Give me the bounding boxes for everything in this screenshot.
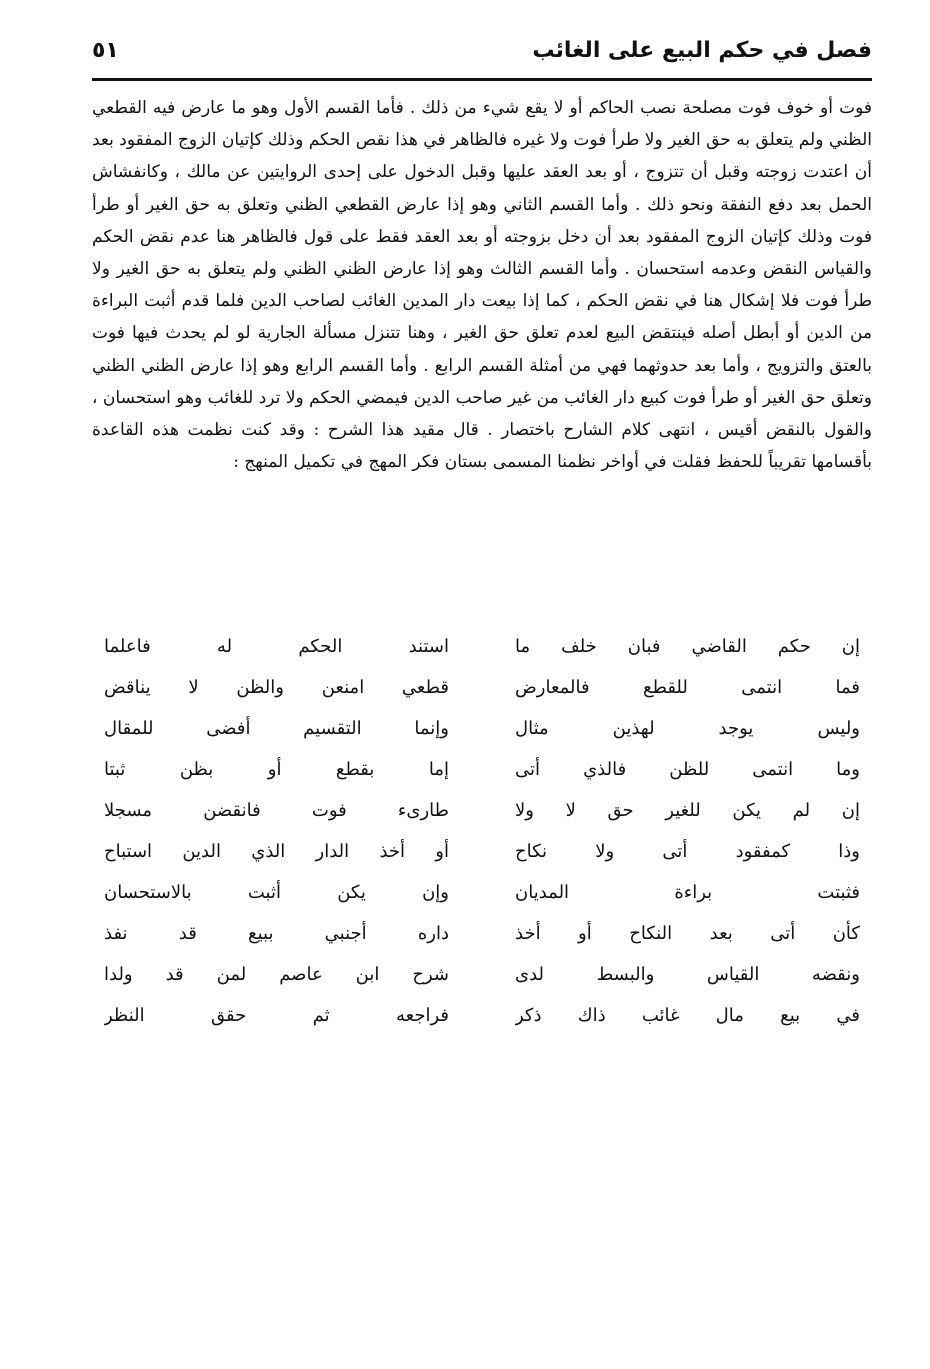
verse-second-hemistich: وإن يكن أثبت بالاستحسان [104, 882, 449, 903]
verse-first-hemistich: إن لم يكن للغير حق لا ولا [515, 800, 860, 821]
verse-first-hemistich: إن حكم القاضي فبان خلف ما [515, 636, 860, 657]
page-header [92, 32, 872, 76]
verse-second-hemistich: فراجعه ثم حقق النظر [104, 1005, 449, 1026]
verse-second-hemistich: طارىء فوت فانقضن مسجلا [104, 800, 449, 821]
verse [92, 872, 872, 914]
verse-second-hemistich: إما بقطع أو بظن ثبتا [104, 759, 449, 780]
verse-first-hemistich: كأن أتى بعد النكاح أو أخذ [515, 923, 860, 944]
verse-second-hemistich: وإنما التقسيم أفضى للمقال [104, 718, 449, 739]
verse-first-hemistich: فثبتت براءة المديان [515, 882, 860, 903]
verse [92, 954, 872, 996]
verse-first-hemistich: وليس يوجد لهذين مثال [515, 718, 860, 739]
verse [92, 749, 872, 791]
verse [92, 626, 872, 668]
verse-first-hemistich: في بيع مال غائب ذاك ذكر [515, 1005, 860, 1026]
verse [92, 667, 872, 709]
verse [92, 831, 872, 873]
verse-second-hemistich: أو أخذ الدار الذي الدين استباح [104, 841, 449, 862]
verse [92, 913, 872, 955]
verse [92, 995, 872, 1037]
running-title: فصل في حكم البيع على الغائب [532, 38, 872, 63]
verse-first-hemistich: فما انتمى للقطع فالمعارض [515, 677, 860, 698]
body-paragraph: فوت أو خوف فوت مصلحة نصب الحاكم أو لا يقع شيء من ذلك . فأما القسم الأول وهو ما عارض فيه القطعي الظني ولم يتعلق به حق الغير ولا طرأ فوت ولا غيره فالظاهر في هذا نقص الحكم وذلك كإتيان الزوج المفقود بعد أن اعتدت زوجته وقبل أن تتزوج ، أو بعد العقد عليها وقبل الدخول على إحدى الروايتين عن مالك ، وكانفشاش الحمل بعد دفع النفقة ونحو ذلك . وأما القسم الثاني وهو إذا عارض القطعي الظني وتعلق به حق الغير أو طرأ فوت وذلك كإتيان الزوج المفقود بعد أن دخل بزوجته أو بعد العقد فقط على قول فالظاهر هنا عدم نقض الحكم والقياس النقض وعدمه استحسان . وأما القسم الثالث وهو إذا عارض الظني الظني ولم يتعلق به حق الغير ولا طرأ فوت فلا إشكال هنا في نقض الحكم ، كما إذا بيعت دار المدين الغائب لصاحب الدين فلما قدم أثبت البراءة من الدين أو أبطل أصله فينتقض البيع لعدم تعلق حق الغير ، وهنا تتنزل مسألة الجارية لو لم يحدث فيها فوت بالعتق والتزويج ، وأما بعد حدوثهما فهي من أمثلة القسم الرابع . وأما القسم الرابع وهو إذا عارض الظني الظني وتعلق حق الغير أو طرأ فوت كبيع دار الغائب من غير صاحب الدين فيمضي الحكم ولا ترد للغائب وهو استحسان ، والقول بالنقض أقيس ، انتهى كلام الشارح باختصار . قال مقيد هذا الشرح : وقد كنت نظمت هذه القاعدة بأقسامها تقريباً للحفظ فقلت في أواخر نظمنا المسمى بستان فكر المهج في تكميل المنهج : [92, 98, 872, 473]
verse-second-hemistich: داره أجنبي ببيع قد نفذ [104, 923, 449, 944]
header-divider [92, 78, 872, 81]
verse-first-hemistich: وذا كمفقود أتى ولا نكاح [515, 841, 860, 862]
verse-second-hemistich: استند الحكم له فاعلما [104, 636, 449, 657]
verse-second-hemistich: قطعي امنعن والظن لا يناقض [104, 677, 449, 698]
page-number: ٥١ [92, 38, 119, 63]
verse-second-hemistich: شرح ابن عاصم لمن قد ولدا [104, 964, 449, 985]
verse [92, 708, 872, 750]
verse-first-hemistich: ونقضه القياس والبسط لدى [515, 964, 860, 985]
verse-first-hemistich: وما انتمى للظن فالذي أتى [515, 759, 860, 780]
verse [92, 790, 872, 832]
